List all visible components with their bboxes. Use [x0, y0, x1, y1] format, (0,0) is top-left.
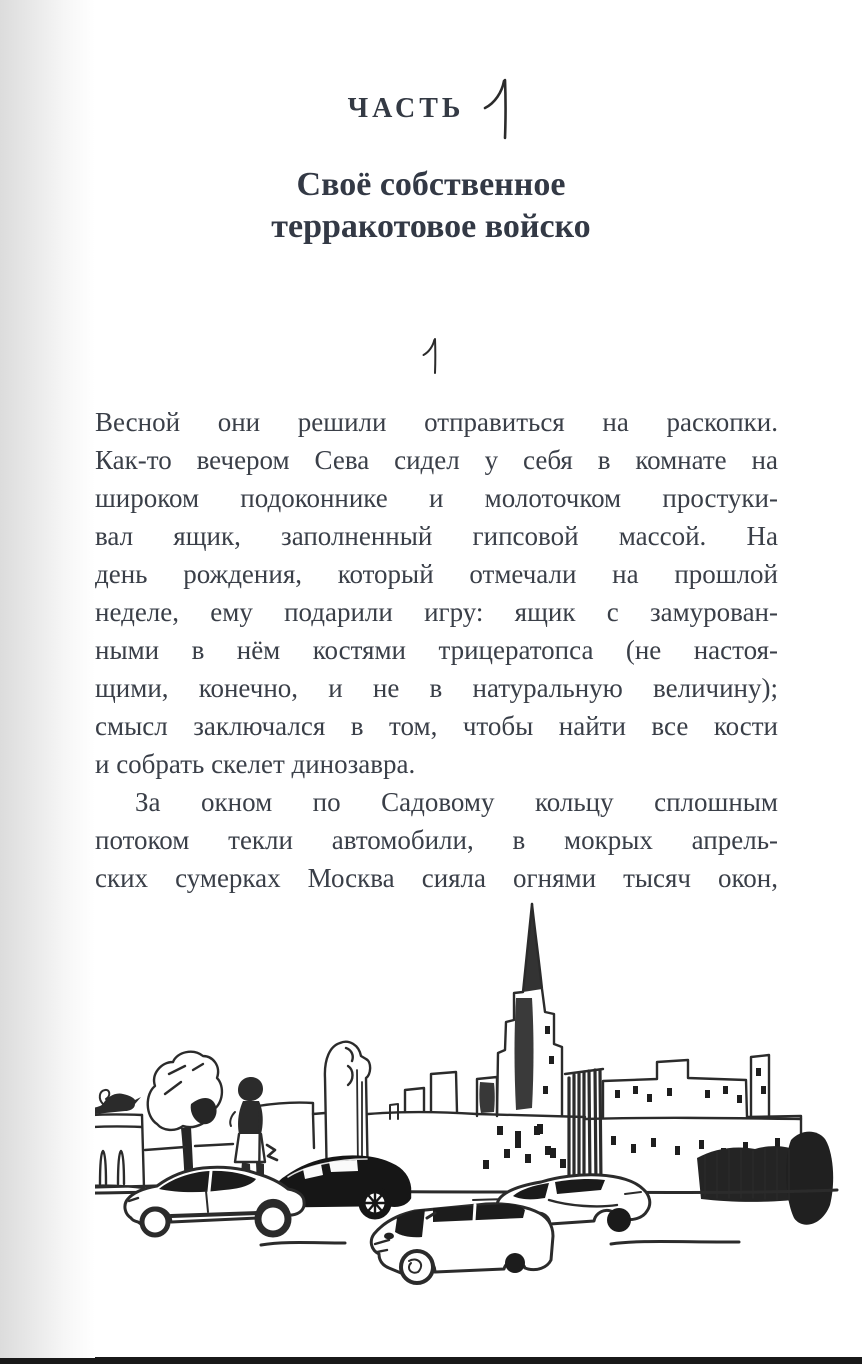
- body-text: [95, 403, 778, 897]
- chapter-title-line2: терракотовое войско: [271, 208, 591, 245]
- body-line: Как-то вечером Сева сидел у себя в комнате на: [95, 445, 778, 475]
- body-line: щими, конечно, и не в натуральную величину);: [95, 673, 778, 703]
- part-label: ЧАСТЬ: [347, 93, 465, 124]
- body-line: широком подоконнике и молоточком простуки-: [95, 483, 778, 513]
- chapter-title-line1: Своё собственное: [296, 166, 566, 203]
- body-line: Весной они решили отправиться на раскопки.: [95, 407, 778, 437]
- body-line: смысл заключался в том, чтобы найти все кости: [95, 711, 778, 741]
- body-line: вал ящик, заполненный гипсовой массой. На: [95, 521, 778, 551]
- part-heading: [0, 76, 862, 142]
- bottom-bar: [0, 1357, 862, 1364]
- street-illustration: [45, 898, 845, 1295]
- handwritten-one-icon: [480, 77, 514, 141]
- part-number: [480, 77, 514, 141]
- body-line: потоком текли автомобили, в мокрых апрель-: [95, 825, 778, 855]
- chapter-title: [0, 164, 862, 248]
- body-line: и собрать скелет динозавра.: [95, 749, 416, 779]
- body-line: ными в нём костями трицератопса (не настоя-: [95, 635, 778, 665]
- body-line: ских сумерках Москва сияла огнями тысяч окон,: [95, 863, 778, 893]
- handwritten-one-icon: [420, 336, 442, 376]
- body-line: неделе, ему подарили игру: ящик с замурован-: [95, 597, 778, 627]
- body-line: день рождения, который отмечали на прошлой: [95, 559, 778, 589]
- body-line: За окном по Садовому кольцу сплошным: [135, 787, 778, 817]
- section-number: [0, 336, 862, 376]
